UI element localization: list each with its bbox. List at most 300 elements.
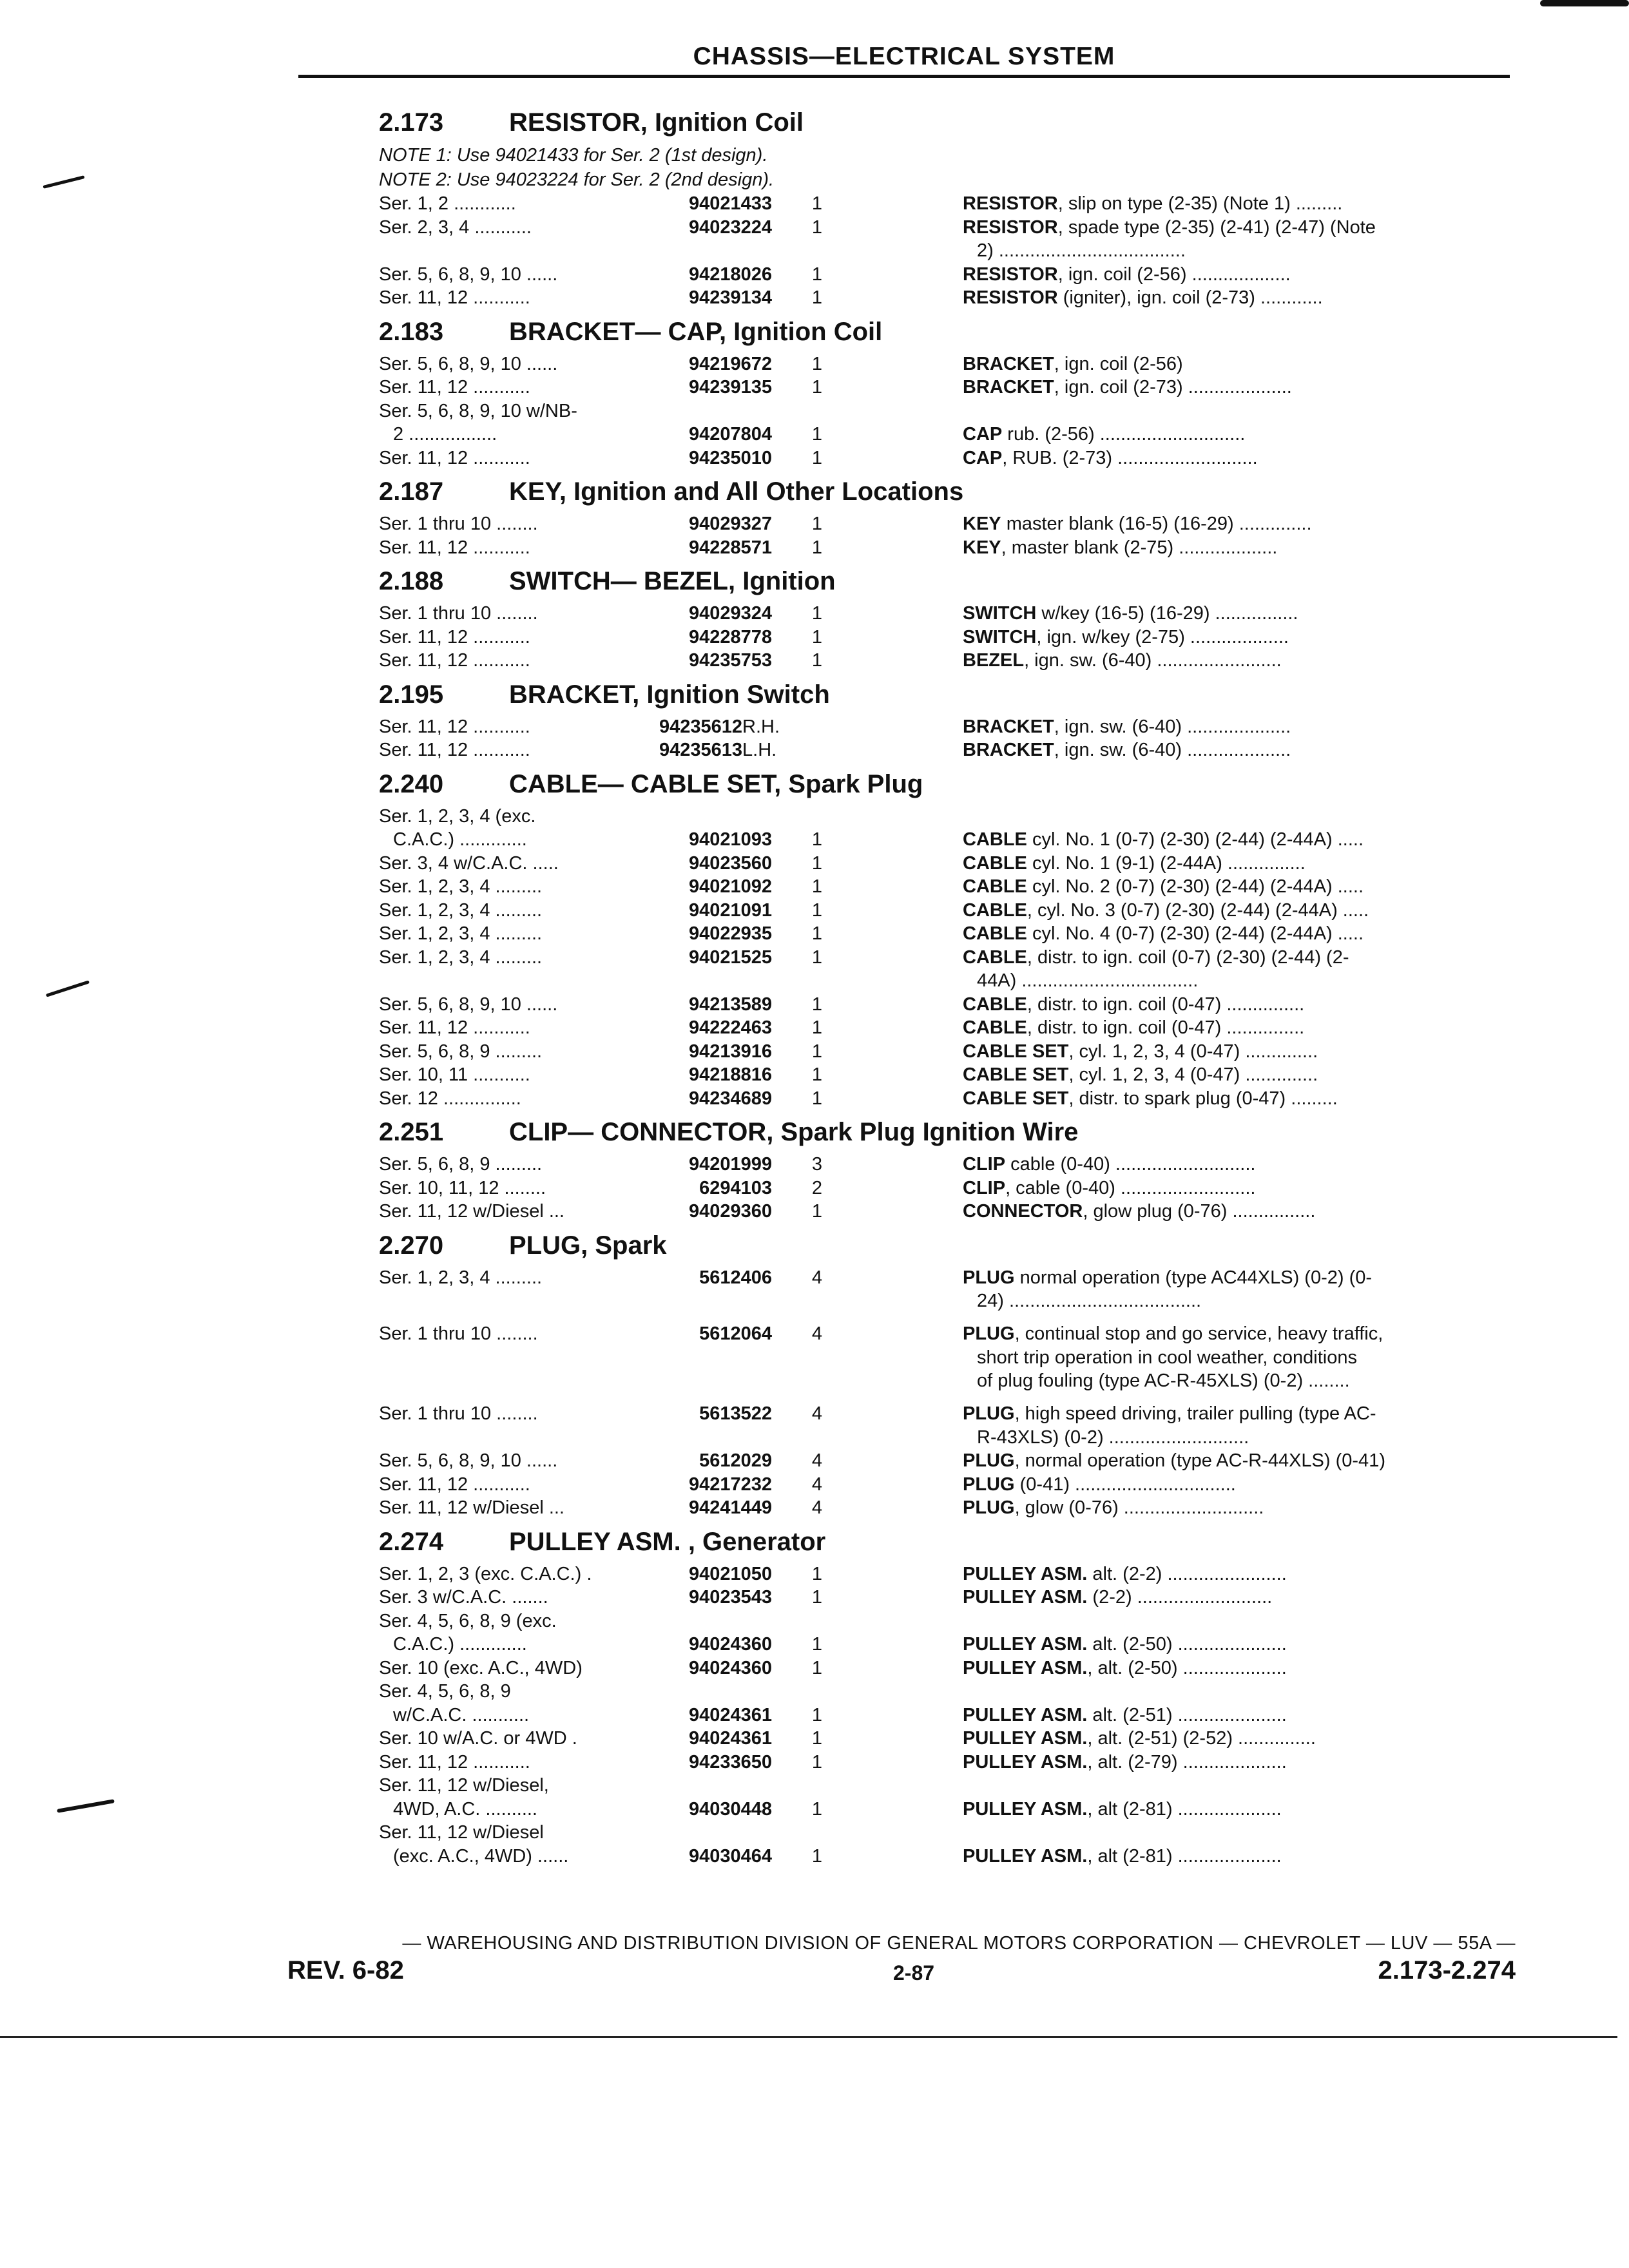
description-cell <box>963 1727 1508 1751</box>
serial-line: Ser. 10, 11 ........... <box>379 1064 530 1085</box>
serial-line: Ser. 11, 12 ........... <box>379 626 530 648</box>
description-cell <box>963 649 1508 673</box>
quantity: 4 <box>811 1450 823 1472</box>
quantity: 1 <box>811 287 823 308</box>
serial-line: Ser. 2, 3, 4 ........... <box>379 216 532 238</box>
section-heading <box>379 310 1513 352</box>
part-number-value: 94235753 <box>688 650 772 671</box>
description-line <box>963 239 1508 263</box>
footer-division: — WAREHOUSING AND DISTRIBUTION DIVISION OF GENERAL MOTORS CORPORATION — CHEVROLET — LUV — 55A — <box>402 1933 1516 1954</box>
table-row <box>379 1153 1513 1177</box>
description-line <box>963 969 1508 993</box>
quantity: 1 <box>811 994 823 1015</box>
description-line <box>963 1704 1508 1727</box>
quantity: 1 <box>811 537 823 558</box>
table-row <box>379 1266 1513 1323</box>
table-row <box>379 399 1513 447</box>
description-cell <box>963 1087 1508 1111</box>
section-number: 2.195 <box>379 680 444 709</box>
serial-line: Ser. 5, 6, 8, 9 ......... <box>379 1041 543 1062</box>
serial-line: Ser. 5, 6, 8, 9 ......... <box>379 1154 543 1175</box>
table-row <box>379 602 1513 626</box>
serial-line: Ser. 11, 12 ........... <box>379 1751 530 1773</box>
item-name: RESISTOR <box>963 193 1058 214</box>
item-detail: , distr. to spark plug (0-47) ......... <box>1068 1088 1338 1109</box>
section-title: KEY, Ignition and All Other Locations <box>509 477 964 506</box>
part-number-value: 94239134 <box>688 287 772 308</box>
catalog-section <box>379 762 1513 1111</box>
section-title: PULLEY ASM. , Generator <box>509 1527 826 1556</box>
quantity: 1 <box>811 353 823 374</box>
part-number-value: 94239135 <box>688 377 772 398</box>
header-rule <box>298 75 1510 78</box>
description-line <box>963 1369 1508 1393</box>
quantity: 4 <box>811 1323 823 1345</box>
description-line <box>963 1063 1508 1087</box>
description-cell <box>963 1449 1508 1473</box>
item-name: PULLEY ASM. <box>963 1728 1088 1749</box>
part-number-value: 94021433 <box>688 193 772 214</box>
quantity: 1 <box>811 852 823 874</box>
serial-line: Ser. 5, 6, 8, 9, 10 ...... <box>379 353 558 374</box>
section-heading <box>379 1520 1513 1562</box>
quantity: 4 <box>811 1267 823 1288</box>
serial-cell <box>379 738 637 762</box>
quantity: 1 <box>811 1634 823 1655</box>
item-detail: cyl. No. 1 (9-1) (2-44A) ............... <box>1027 852 1306 874</box>
item-name: BRACKET <box>963 716 1054 737</box>
item-name: CABLE <box>963 829 1027 850</box>
description-line <box>963 1322 1508 1346</box>
section-heading <box>379 559 1513 602</box>
part-number-value: 94021091 <box>688 899 772 921</box>
quantity: 1 <box>811 1845 823 1867</box>
description-cell <box>963 1751 1508 1774</box>
page-footer <box>287 1933 1516 2010</box>
quantity: 1 <box>811 447 823 468</box>
item-detail: R-43XLS) (0-2) ........................... <box>977 1427 1249 1448</box>
quantity: 1 <box>811 1088 823 1109</box>
serial-cell <box>379 1610 637 1657</box>
serial-cell <box>379 805 637 852</box>
item-detail: , ign. w/key (2-75) ................... <box>1036 626 1289 648</box>
item-detail: cyl. No. 1 (0-7) (2-30) (2-44) (2-44A) ..... <box>1027 829 1364 850</box>
serial-cell <box>379 1402 637 1426</box>
quantity: 4 <box>811 1474 823 1495</box>
part-number <box>637 376 772 399</box>
item-detail: , alt. (2-50) .................... <box>1087 1657 1287 1678</box>
serial-line: C.A.C.) ............. <box>393 829 527 850</box>
description-cell <box>963 1153 1508 1177</box>
description-line <box>963 602 1508 626</box>
description-line <box>963 536 1508 560</box>
description-cell <box>963 1040 1508 1064</box>
item-name: PULLEY ASM. <box>963 1845 1088 1867</box>
scan-mark <box>1540 0 1629 6</box>
item-detail: (0-41) ............................... <box>1014 1474 1236 1495</box>
description-line <box>963 1473 1508 1497</box>
section-heading <box>379 673 1513 715</box>
section-number: 2.240 <box>379 769 444 798</box>
description-cell <box>963 1402 1508 1449</box>
serial-line: (exc. A.C., 4WD) ...... <box>393 1845 569 1867</box>
item-name: RESISTOR <box>963 287 1058 308</box>
part-number <box>637 602 772 626</box>
description-line <box>963 447 1508 470</box>
part-number <box>637 922 772 946</box>
item-name: PULLEY ASM. <box>963 1563 1088 1584</box>
part-number-value: 5612064 <box>699 1323 772 1345</box>
description-line <box>963 399 1508 423</box>
item-name: RESISTOR <box>963 216 1058 238</box>
quantity: 1 <box>811 377 823 398</box>
item-detail: , high speed driving, trailer pulling (type AC- <box>1014 1403 1376 1425</box>
serial-line: Ser. 11, 12 ........... <box>379 716 530 737</box>
quantity: 1 <box>811 1064 823 1085</box>
serial-line: Ser. 1 thru 10 ........ <box>379 1403 538 1425</box>
quantity: 1 <box>811 216 823 238</box>
table-row <box>379 512 1513 536</box>
item-detail: cyl. No. 4 (0-7) (2-30) (2-44) (2-44A) ..... <box>1027 923 1364 944</box>
item-detail: , glow (0-76) ........................... <box>1014 1497 1264 1519</box>
description-cell <box>963 1322 1508 1393</box>
description-line <box>963 263 1508 287</box>
part-number <box>637 1727 772 1751</box>
item-detail: of plug fouling (type AC-R-45XLS) (0-2) ........ <box>977 1370 1350 1392</box>
part-number <box>637 899 772 923</box>
part-number <box>637 1845 772 1869</box>
serial-line: Ser. 11, 12 w/Diesel ... <box>379 1497 564 1519</box>
serial-cell <box>379 649 637 673</box>
item-name: CAP <box>963 424 1003 445</box>
description-line <box>963 852 1508 876</box>
serial-cell <box>379 1586 637 1610</box>
description-line <box>963 738 1508 762</box>
item-detail: , cable (0-40) .......................... <box>1005 1177 1256 1198</box>
table-row <box>379 715 1513 739</box>
serial-cell <box>379 993 637 1017</box>
section-title: CABLE— CABLE SET, Spark Plug <box>509 769 923 798</box>
part-number-value: 94241449 <box>688 1497 772 1519</box>
item-detail: , ign. coil (2-56) ................... <box>1057 264 1291 285</box>
description-cell <box>963 1473 1508 1497</box>
section-number: 2.251 <box>379 1118 444 1146</box>
serial-line: Ser. 1, 2, 3, 4 ......... <box>379 899 543 921</box>
item-detail: , cyl. No. 3 (0-7) (2-30) (2-44) (2-44A) ..... <box>1027 899 1369 921</box>
quantity: 3 <box>811 1154 823 1175</box>
revision-label: REV. 6-82 <box>287 1956 404 1984</box>
part-number-value: 94024361 <box>688 1704 772 1725</box>
serial-line: Ser. 11, 12 ........... <box>379 537 530 558</box>
item-detail: alt. (2-2) ....................... <box>1087 1563 1287 1584</box>
table-row <box>379 1177 1513 1200</box>
quantity: 4 <box>811 1497 823 1519</box>
description-line <box>963 626 1508 649</box>
quantity: 1 <box>811 1657 823 1678</box>
table-row <box>379 805 1513 852</box>
description-cell <box>963 192 1508 216</box>
table-row <box>379 263 1513 287</box>
part-number-value: 94029324 <box>688 603 772 624</box>
table-row <box>379 649 1513 673</box>
item-name: CABLE <box>963 852 1027 874</box>
part-number <box>637 1798 772 1821</box>
item-detail: (2-2) .......................... <box>1087 1587 1273 1608</box>
serial-line: Ser. 4, 5, 6, 8, 9 <box>379 1681 511 1702</box>
item-name: CABLE SET <box>963 1041 1069 1062</box>
description-line <box>963 1633 1508 1657</box>
item-detail: , cyl. 1, 2, 3, 4 (0-47) .............. <box>1068 1064 1318 1085</box>
table-row <box>379 376 1513 399</box>
table-row <box>379 1751 1513 1774</box>
part-number-value: 94228571 <box>688 537 772 558</box>
item-name: BRACKET <box>963 740 1054 760</box>
item-name: CABLE <box>963 876 1027 897</box>
serial-cell <box>379 899 637 923</box>
item-detail: , distr. to ign. coil (0-47) ............... <box>1027 994 1305 1015</box>
description-line <box>963 192 1508 216</box>
description-cell <box>963 899 1508 923</box>
table-row <box>379 738 1513 762</box>
part-number <box>637 352 772 376</box>
description-cell <box>963 1657 1508 1680</box>
description-cell <box>963 1177 1508 1200</box>
description-cell <box>963 1774 1508 1821</box>
description-line <box>963 512 1508 536</box>
serial-line: Ser. 1, 2, 3 (exc. C.A.C.) . <box>379 1563 592 1584</box>
description-cell <box>963 352 1508 376</box>
item-name: PULLEY ASM. <box>963 1634 1088 1655</box>
description-cell <box>963 993 1508 1017</box>
description-line <box>963 649 1508 673</box>
part-number-value: 94201999 <box>688 1154 772 1175</box>
quantity: 1 <box>811 876 823 897</box>
description-cell <box>963 1586 1508 1610</box>
description-line <box>963 376 1508 399</box>
table-row <box>379 1727 1513 1751</box>
part-number <box>637 1177 772 1200</box>
item-name: CONNECTOR <box>963 1201 1083 1222</box>
item-name: PLUG <box>963 1450 1015 1472</box>
description-line <box>963 1798 1508 1821</box>
table-row <box>379 286 1513 310</box>
description-cell <box>963 536 1508 560</box>
part-number-value: 94219672 <box>688 353 772 374</box>
section-number: 2.270 <box>379 1231 444 1260</box>
item-name: CABLE <box>963 923 1027 944</box>
description-line <box>963 1177 1508 1200</box>
item-name: PULLEY ASM. <box>963 1704 1088 1725</box>
part-number <box>637 649 772 673</box>
serial-line: Ser. 1, 2, 3, 4 ......... <box>379 947 543 968</box>
table-row <box>379 1449 1513 1473</box>
section-title: SWITCH— BEZEL, Ignition <box>509 567 836 595</box>
description-line <box>963 1845 1508 1869</box>
part-number-value: 94235010 <box>688 447 772 468</box>
item-name: SWITCH <box>963 603 1037 624</box>
serial-cell <box>379 946 637 970</box>
table-row <box>379 1821 1513 1868</box>
part-number <box>637 875 772 899</box>
description-cell <box>963 805 1508 852</box>
part-number <box>637 993 772 1017</box>
serial-cell <box>379 512 637 536</box>
quantity: 1 <box>811 923 823 944</box>
description-line <box>963 715 1508 739</box>
table-row <box>379 1322 1513 1402</box>
item-detail: , alt. (2-51) (2-52) ............... <box>1087 1728 1316 1749</box>
serial-cell <box>379 536 637 560</box>
table-row <box>379 536 1513 560</box>
item-detail: , distr. to ign. coil (0-7) (2-30) (2-44) (2- <box>1027 947 1349 968</box>
item-name: PLUG <box>963 1403 1015 1425</box>
table-row <box>379 1402 1513 1449</box>
description-cell <box>963 1610 1508 1657</box>
table-row <box>379 1087 1513 1111</box>
serial-cell <box>379 626 637 649</box>
description-line <box>963 1751 1508 1774</box>
part-number-value: 94021093 <box>688 829 772 850</box>
table-row <box>379 1680 1513 1727</box>
item-name: BRACKET <box>963 353 1054 374</box>
part-number <box>637 1153 772 1177</box>
description-line <box>963 1680 1508 1704</box>
part-number <box>637 216 772 240</box>
table-row <box>379 1496 1513 1520</box>
item-detail: alt. (2-51) ..................... <box>1087 1704 1287 1725</box>
part-number-value: 94030448 <box>688 1798 772 1820</box>
catalog-section <box>379 470 1513 559</box>
table-row <box>379 1063 1513 1087</box>
item-detail: , alt (2-81) .................... <box>1087 1798 1282 1820</box>
part-number-value: 94228778 <box>688 626 772 648</box>
part-number <box>637 1496 772 1520</box>
item-detail: 2) .................................... <box>977 240 1186 261</box>
part-number-value: 94235613 <box>659 740 743 760</box>
part-number <box>637 447 772 470</box>
quantity: 1 <box>811 603 823 624</box>
item-detail: , continual stop and go service, heavy traffic, <box>1014 1323 1383 1345</box>
serial-line: 4WD, A.C. .......... <box>393 1798 537 1820</box>
serial-cell <box>379 1657 637 1680</box>
item-name: CABLE <box>963 899 1027 921</box>
part-number <box>637 1402 772 1426</box>
part-number-value: 5612029 <box>699 1450 772 1472</box>
serial-cell <box>379 1449 637 1473</box>
part-number-value: 94218816 <box>688 1064 772 1085</box>
serial-line: Ser. 11, 12 w/Diesel <box>379 1822 544 1843</box>
serial-cell <box>379 1177 637 1200</box>
serial-line: Ser. 4, 5, 6, 8, 9 (exc. <box>379 1610 557 1631</box>
part-number-value: 94029327 <box>688 514 772 534</box>
part-number <box>637 192 772 216</box>
description-cell <box>963 715 1508 739</box>
side-suffix: R.H. <box>742 716 780 737</box>
serial-cell <box>379 1751 637 1774</box>
item-name: CAP <box>963 447 1003 468</box>
quantity: 1 <box>811 650 823 671</box>
serial-line: Ser. 10, 11, 12 ........ <box>379 1177 546 1198</box>
item-name: CABLE <box>963 947 1027 968</box>
serial-cell <box>379 922 637 946</box>
item-name: PLUG <box>963 1497 1015 1519</box>
item-detail: cable (0-40) ........................... <box>1005 1154 1256 1175</box>
description-line <box>963 1727 1508 1751</box>
description-line <box>963 1449 1508 1473</box>
part-number-value: 94029360 <box>688 1201 772 1222</box>
serial-line: 2 ................. <box>393 424 497 445</box>
serial-cell <box>379 192 637 216</box>
catalog-section <box>379 673 1513 762</box>
catalog-section <box>379 310 1513 470</box>
serial-line: Ser. 11, 12 ........... <box>379 287 530 308</box>
serial-cell <box>379 1496 637 1520</box>
serial-line: Ser. 1 thru 10 ........ <box>379 603 538 624</box>
serial-line: Ser. 3, 4 w/C.A.C. ..... <box>379 852 559 874</box>
serial-cell <box>379 1200 637 1224</box>
description-line <box>963 1016 1508 1040</box>
description-line <box>963 1200 1508 1224</box>
quantity: 1 <box>811 193 823 214</box>
section-number: 2.183 <box>379 317 444 346</box>
part-number-value: 94235612 <box>659 716 743 737</box>
section-note: NOTE 1: Use 94021433 for Ser. 2 (1st design). <box>379 145 768 166</box>
serial-line: w/C.A.C. ........... <box>393 1704 530 1725</box>
item-detail: cyl. No. 2 (0-7) (2-30) (2-44) (2-44A) ..... <box>1027 876 1364 897</box>
table-row <box>379 922 1513 946</box>
page-header <box>298 43 1510 79</box>
item-detail: , distr. to ign. coil (0-47) ............... <box>1027 1017 1305 1038</box>
description-line <box>963 1402 1508 1426</box>
part-number-value: 94021525 <box>688 947 772 968</box>
item-detail: rub. (2-56) ............................ <box>1002 424 1246 445</box>
part-number <box>637 1016 772 1040</box>
serial-cell <box>379 1063 637 1087</box>
part-number <box>637 1449 772 1473</box>
description-line <box>963 1496 1508 1520</box>
description-line <box>963 1657 1508 1680</box>
section-heading <box>379 101 1513 143</box>
part-number <box>637 1063 772 1087</box>
description-cell <box>963 875 1508 899</box>
serial-line: Ser. 1, 2 ............ <box>379 193 516 214</box>
serial-cell <box>379 352 637 376</box>
serial-cell <box>379 1680 637 1727</box>
catalog-section <box>379 1224 1513 1520</box>
description-line <box>963 1040 1508 1064</box>
serial-cell <box>379 1774 637 1821</box>
table-row <box>379 1473 1513 1497</box>
item-name: SWITCH <box>963 626 1037 648</box>
serial-line: Ser. 10 w/A.C. or 4WD . <box>379 1728 577 1749</box>
serial-cell <box>379 263 637 287</box>
description-line <box>963 216 1508 240</box>
description-cell <box>963 399 1508 447</box>
serial-cell <box>379 447 637 470</box>
section-title: PLUG, Spark <box>509 1231 667 1260</box>
part-number <box>637 626 772 649</box>
part-number-value: 94234689 <box>688 1088 772 1109</box>
item-detail: master blank (16-5) (16-29) .............. <box>1001 514 1312 534</box>
part-number-value: 94218026 <box>688 264 772 285</box>
section-title: BRACKET, Ignition Switch <box>509 680 830 709</box>
serial-cell <box>379 1322 637 1346</box>
description-line <box>963 286 1508 310</box>
serial-cell <box>379 286 637 310</box>
description-line <box>963 1586 1508 1610</box>
item-detail: , RUB. (2-73) ........................... <box>1002 447 1258 468</box>
item-name: CABLE SET <box>963 1064 1069 1085</box>
